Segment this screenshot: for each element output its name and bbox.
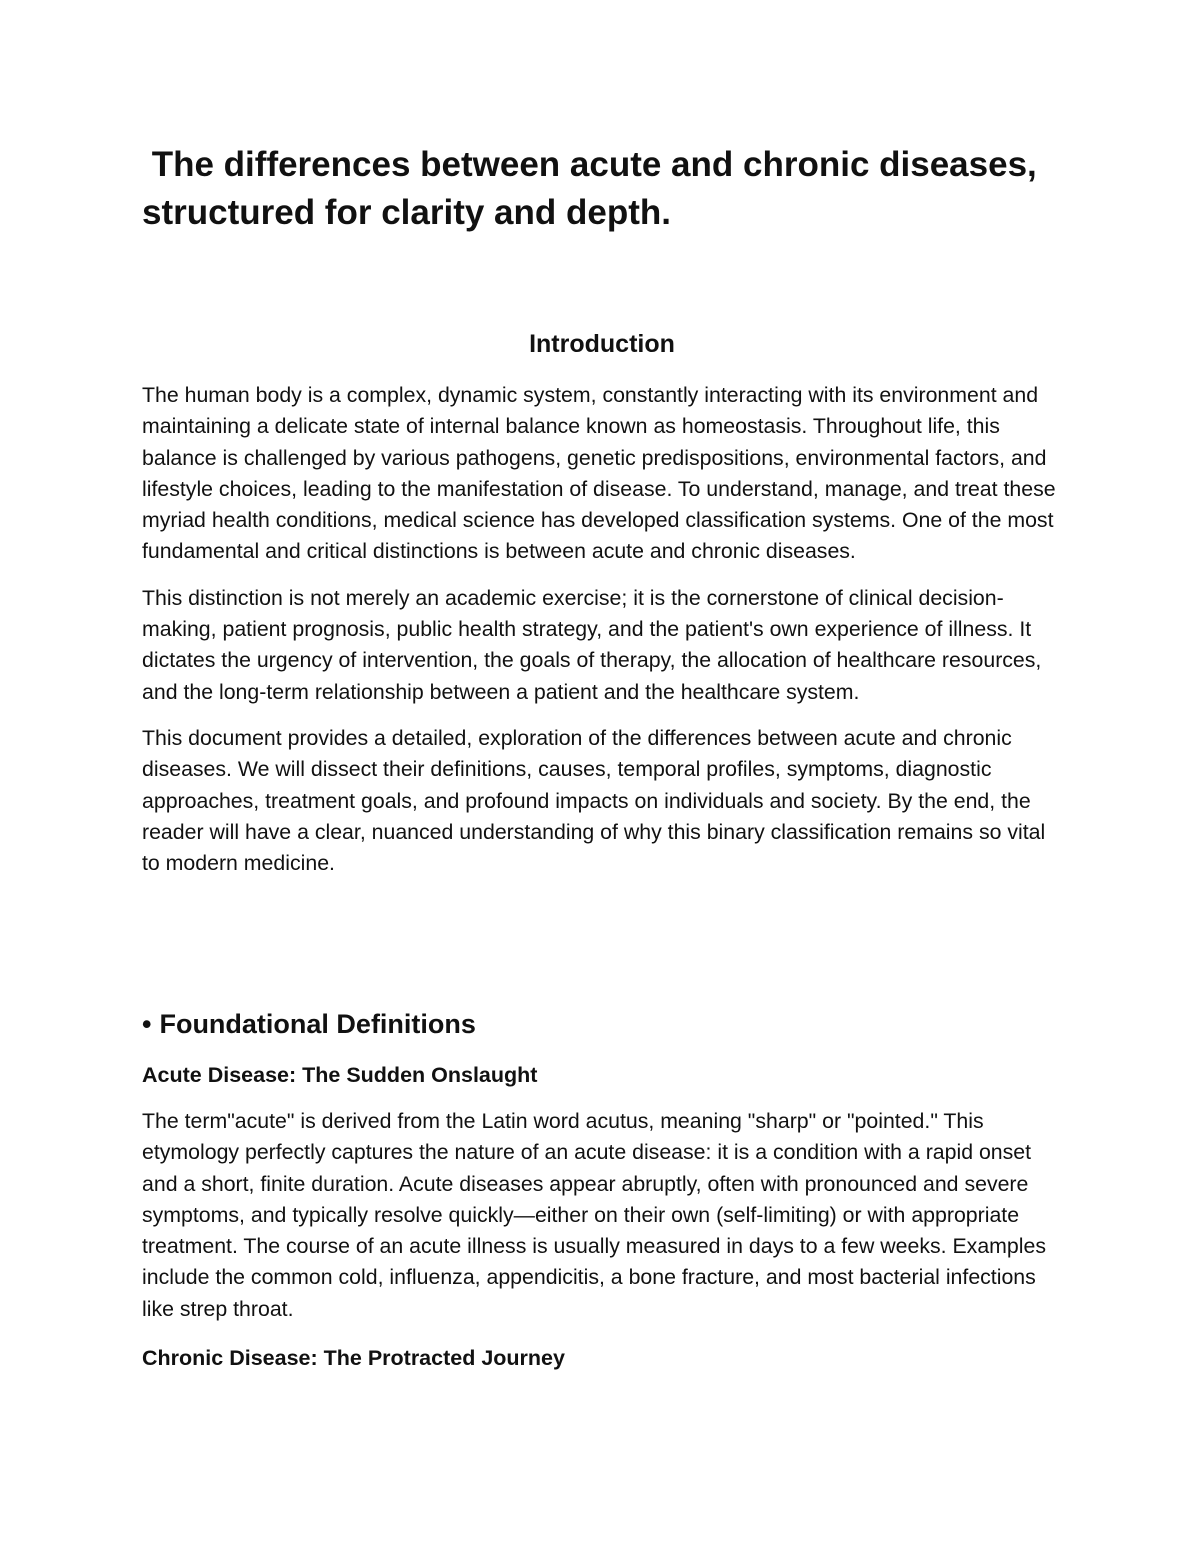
introduction-paragraph-3: This document provides a detailed, exploration of the differences between acute and chronic diseases. We will dissect their definitions, causes, temporal profiles, symptoms, diagnostic approaches, treatment goals, and profound impacts on individuals and society. By the end, the reader will have a clear, nuanced understanding of why this binary classification remains so vital to modern medicine. [142, 725, 1046, 876]
foundational-definitions-heading [142, 1006, 1062, 1042]
foundational-definitions-label: Foundational Definitions [159, 1009, 476, 1039]
introduction-section [142, 380, 1062, 894]
introduction-paragraph-1: The human body is a complex, dynamic system, constantly interacting with its environment and maintaining a delicate state of internal balance known as homeostasis. Throughout life, this balance is challenged by various pathogens, genetic predispositions, environmental factors, and lifestyle choices, leading to the manifestation of disease. To understand, manage, and treat these myriad health conditions, medical science has developed classification systems. One of the most fundamental and critical distinctions is between acute and chronic diseases. [142, 383, 1056, 564]
introduction-paragraph-2: This distinction is not merely an academic exercise; it is the cornerstone of clinical decision-making, patient prognosis, public health strategy, and the patient's own experience of illness. It dictates the urgency of intervention, the goals of therapy, the allocation of healthcare resources, and the long-term relationship between a patient and the healthcare system. [142, 585, 1042, 704]
acute-disease-paragraph: The term"acute" is derived from the Latin word acutus, meaning "sharp" or "pointed." This etymology perfectly captures the nature of an acute disease: it is a condition with a rapid onset and a short, finite duration. Acute diseases appear abruptly, often with pronounced and severe symptoms, and typically resolve quickly—either on their own (self-limiting) or with appropriate treatment. The course of an acute illness is usually measured in days to a few weeks. Examples include the common cold, influenza, appendicitis, a bone fracture, and most bacterial infections like strep throat. [142, 1109, 1046, 1321]
bullet-icon: • [142, 1009, 152, 1039]
acute-disease-heading: Acute Disease: The Sudden Onslaught [142, 1063, 538, 1087]
document-title: The differences between acute and chronic diseases, structured for clarity and depth. [142, 145, 1047, 232]
chronic-disease-heading: Chronic Disease: The Protracted Journey [142, 1346, 565, 1370]
introduction-heading: Introduction [529, 330, 675, 358]
